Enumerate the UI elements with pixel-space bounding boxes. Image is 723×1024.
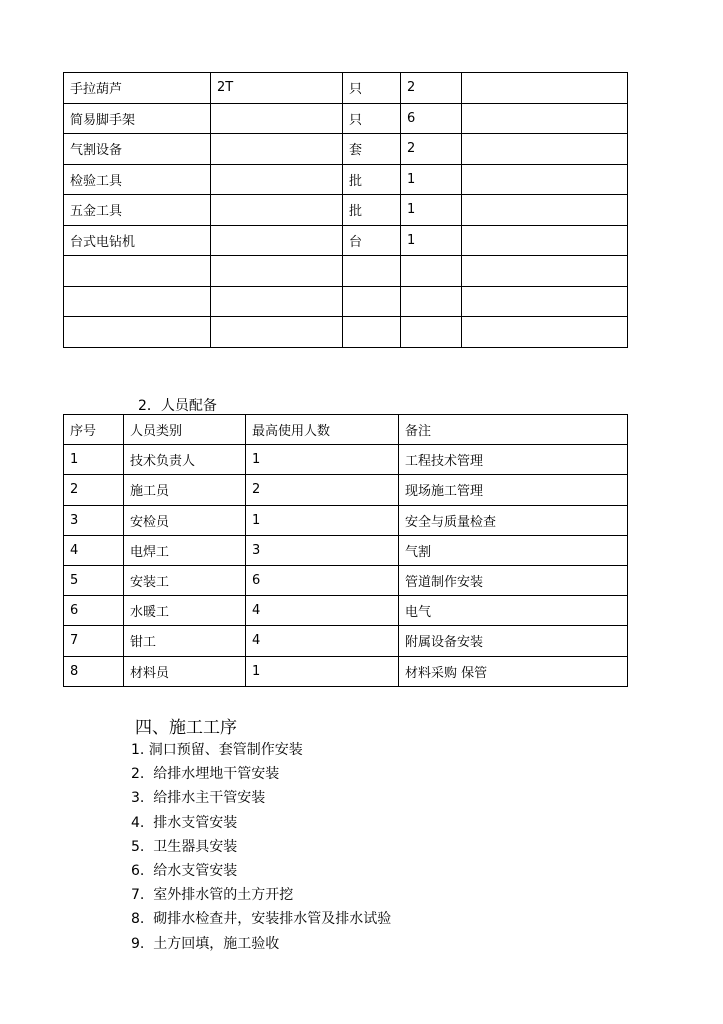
table-row (64, 134, 628, 165)
table-row (64, 505, 628, 535)
table-cell (462, 73, 628, 104)
table-row (64, 535, 628, 565)
table-cell: 8 (64, 656, 124, 686)
table-cell (211, 286, 343, 317)
table-cell (64, 317, 211, 348)
procedure-step: 2. 给排水埋地干管安装 (131, 766, 280, 783)
table-cell: 套 (343, 134, 401, 165)
table-cell (211, 164, 343, 195)
table-cell: 只 (343, 103, 401, 134)
table-cell: 安检员 (124, 505, 246, 535)
staff-header-row (64, 415, 628, 445)
table-row (64, 596, 628, 626)
table-cell: 台式电钻机 (64, 225, 211, 256)
table-row (64, 164, 628, 195)
table-cell (401, 286, 462, 317)
procedure-step: 3. 给排水主干管安装 (131, 790, 266, 807)
table-row (64, 475, 628, 505)
table-cell (462, 195, 628, 226)
staff-table (63, 414, 628, 687)
table-cell (211, 103, 343, 134)
table-cell: 材料员 (124, 656, 246, 686)
table-cell: 安全与质量检查 (399, 505, 628, 535)
procedure-step: 9. 土方回填，施工验收 (131, 935, 280, 952)
table-cell (462, 134, 628, 165)
header-cell: 备注 (399, 415, 628, 445)
table-cell: 电焊工 (124, 535, 246, 565)
table-cell (211, 195, 343, 226)
table-cell: 附属设备安装 (399, 626, 628, 656)
procedure-step: 8. 砌排水检查井，安装排水管及排水试验 (131, 911, 392, 928)
table-cell: 1 (401, 225, 462, 256)
procedure-step: 4. 排水支管安装 (131, 814, 238, 831)
table-cell (343, 286, 401, 317)
table-cell: 批 (343, 195, 401, 226)
table-cell: 1 (401, 164, 462, 195)
table-row (64, 103, 628, 134)
table-cell: 现场施工管理 (399, 475, 628, 505)
table-row (64, 626, 628, 656)
table-cell: 气割设备 (64, 134, 211, 165)
table-cell: 3 (246, 535, 399, 565)
table-cell: 4 (64, 535, 124, 565)
table-cell (462, 286, 628, 317)
table-cell (462, 225, 628, 256)
table-cell: 简易脚手架 (64, 103, 211, 134)
table-cell: 技术负责人 (124, 445, 246, 475)
table-cell: 6 (401, 103, 462, 134)
table-cell: 4 (246, 626, 399, 656)
table-cell: 管道制作安装 (399, 565, 628, 595)
table-cell: 五金工具 (64, 195, 211, 226)
procedure-step: 5. 卫生器具安装 (131, 838, 238, 855)
table-cell: 1 (64, 445, 124, 475)
table-cell: 2 (401, 73, 462, 104)
table-cell (462, 317, 628, 348)
staff-caption: 2．人员配备 (138, 398, 217, 414)
header-cell: 序号 (64, 415, 124, 445)
table-row (64, 656, 628, 686)
procedure-list (131, 741, 391, 959)
table-cell: 1 (246, 505, 399, 535)
table-cell (343, 256, 401, 287)
table-cell: 1 (401, 195, 462, 226)
table-cell (211, 134, 343, 165)
table-cell: 施工员 (124, 475, 246, 505)
table-cell (462, 103, 628, 134)
table-cell: 2T (211, 73, 343, 104)
procedure-step: 7. 室外排水管的土方开挖 (131, 887, 294, 904)
table-cell: 手拉葫芦 (64, 73, 211, 104)
section-heading: 四、施工工序 (135, 718, 237, 738)
table-row (64, 286, 628, 317)
table-cell: 1 (246, 445, 399, 475)
table-row (64, 445, 628, 475)
header-cell: 最高使用人数 (246, 415, 399, 445)
table-row (64, 73, 628, 104)
table-cell: 5 (64, 565, 124, 595)
table-row (64, 195, 628, 226)
header-cell: 人员类别 (124, 415, 246, 445)
table-cell: 安装工 (124, 565, 246, 595)
table-cell: 钳工 (124, 626, 246, 656)
table-cell: 工程技术管理 (399, 445, 628, 475)
table-cell (211, 225, 343, 256)
procedure-step: 1. 洞口预留、套管制作安装 (131, 742, 303, 758)
table-cell (64, 286, 211, 317)
table-row (64, 256, 628, 287)
table-cell: 水暖工 (124, 596, 246, 626)
table-cell: 材料采购 保管 (399, 656, 628, 686)
table-cell (401, 256, 462, 287)
table-cell: 4 (246, 596, 399, 626)
table-cell (462, 256, 628, 287)
table-cell: 台 (343, 225, 401, 256)
table-cell: 1 (246, 656, 399, 686)
table-cell: 2 (64, 475, 124, 505)
table-row (64, 225, 628, 256)
table-cell (211, 317, 343, 348)
table-row (64, 317, 628, 348)
equipment-table (63, 72, 628, 348)
table-cell: 6 (246, 565, 399, 595)
table-cell: 检验工具 (64, 164, 211, 195)
table-row (64, 565, 628, 595)
table-cell (211, 256, 343, 287)
table-cell (462, 164, 628, 195)
table-cell: 只 (343, 73, 401, 104)
table-cell: 电气 (399, 596, 628, 626)
table-cell: 2 (246, 475, 399, 505)
table-cell: 7 (64, 626, 124, 656)
table-cell: 气割 (399, 535, 628, 565)
procedure-step: 6. 给水支管安装 (131, 862, 238, 879)
table-cell (401, 317, 462, 348)
table-cell: 6 (64, 596, 124, 626)
table-cell: 3 (64, 505, 124, 535)
table-cell (64, 256, 211, 287)
table-cell: 2 (401, 134, 462, 165)
table-cell (343, 317, 401, 348)
table-cell: 批 (343, 164, 401, 195)
